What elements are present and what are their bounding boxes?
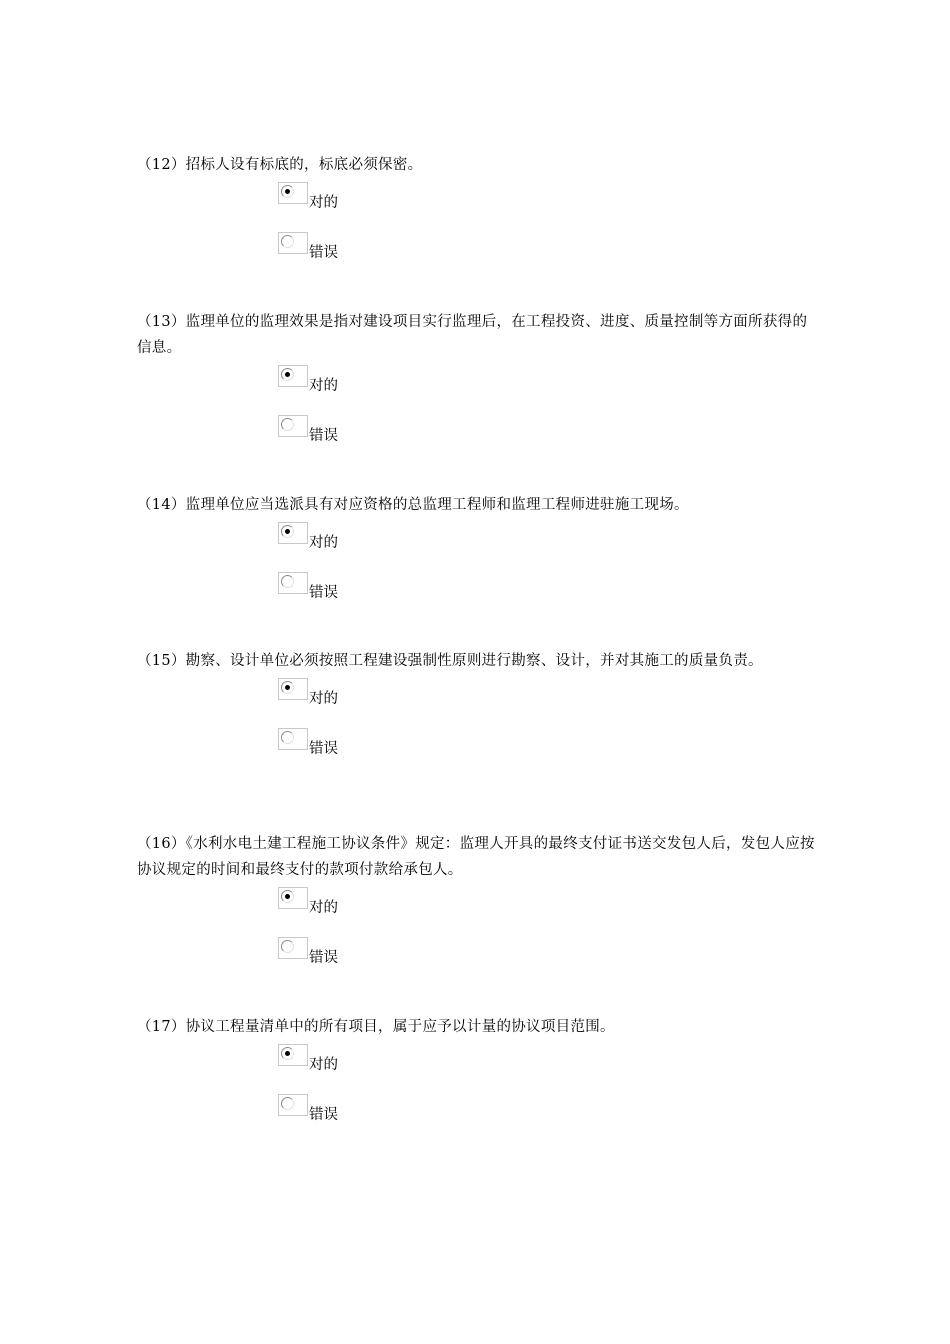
option-false[interactable] [278, 728, 817, 757]
answer-options [278, 678, 817, 757]
radio-button-true[interactable] [278, 1044, 308, 1066]
option-false[interactable] [278, 572, 817, 601]
radio-unchecked-icon [281, 418, 294, 431]
question-14 [137, 492, 817, 622]
radio-button-false[interactable] [278, 937, 308, 959]
answer-options [278, 522, 817, 601]
option-label: 对的 [309, 378, 338, 394]
option-false[interactable] [278, 415, 817, 444]
option-true[interactable] [278, 678, 817, 707]
option-label: 错误 [309, 585, 338, 601]
option-label: 错误 [309, 1107, 338, 1123]
option-true[interactable] [278, 1044, 817, 1073]
answer-options [278, 182, 817, 261]
question-15 [137, 648, 817, 778]
radio-button-true[interactable] [278, 182, 308, 204]
option-label: 错误 [309, 950, 338, 966]
answer-options [278, 365, 817, 444]
option-label: 错误 [309, 428, 338, 444]
option-true[interactable] [278, 365, 817, 394]
option-false[interactable] [278, 1094, 817, 1123]
question-text: （13）监理单位的监理效果是指对建设项目实行监理后，在工程投资、进度、质量控制等方面所获得的信息。 [137, 314, 808, 356]
radio-unchecked-icon [281, 575, 294, 588]
question-12 [137, 152, 817, 282]
option-label: 对的 [309, 900, 338, 916]
question-text: （14）监理单位应当选派具有对应资格的总监理工程师和监理工程师进驻施工现场。 [137, 497, 689, 513]
question-text: （15）勘察、设计单位必须按照工程建设强制性原则进行勘察、设计，并对其施工的质量负责。 [137, 653, 763, 669]
radio-unchecked-icon [281, 1097, 294, 1110]
option-true[interactable] [278, 522, 817, 551]
radio-unchecked-icon [281, 235, 294, 248]
answer-options [278, 1044, 817, 1123]
radio-checked-icon [281, 368, 294, 381]
radio-button-false[interactable] [278, 728, 308, 750]
question-text: （16）《水利水电土建工程施工协议条件》规定：监理人开具的最终支付证书送交发包人后，发包人应按协议规定的时间和最终支付的款项付款给承包人。 [137, 836, 815, 878]
radio-button-false[interactable] [278, 232, 308, 254]
option-label: 对的 [309, 535, 338, 551]
radio-checked-icon [281, 1047, 294, 1060]
radio-unchecked-icon [281, 731, 294, 744]
radio-unchecked-icon [281, 940, 294, 953]
question-13 [137, 309, 817, 465]
question-17 [137, 1014, 817, 1144]
radio-button-true[interactable] [278, 365, 308, 387]
radio-button-true[interactable] [278, 678, 308, 700]
radio-checked-icon [281, 525, 294, 538]
answer-options [278, 887, 817, 966]
question-16 [137, 831, 817, 987]
radio-button-false[interactable] [278, 415, 308, 437]
radio-button-false[interactable] [278, 572, 308, 594]
radio-checked-icon [281, 681, 294, 694]
radio-button-true[interactable] [278, 887, 308, 909]
question-text: （17）协议工程量清单中的所有项目，属于应予以计量的协议项目范围。 [137, 1019, 615, 1035]
option-label: 对的 [309, 1057, 338, 1073]
option-label: 错误 [309, 245, 338, 261]
option-label: 对的 [309, 691, 338, 707]
question-text: （12）招标人设有标底的，标底必须保密。 [137, 157, 423, 173]
option-false[interactable] [278, 937, 817, 966]
option-false[interactable] [278, 232, 817, 261]
radio-button-true[interactable] [278, 522, 308, 544]
radio-checked-icon [281, 185, 294, 198]
option-true[interactable] [278, 182, 817, 211]
option-label: 错误 [309, 741, 338, 757]
option-label: 对的 [309, 195, 338, 211]
radio-checked-icon [281, 890, 294, 903]
radio-button-false[interactable] [278, 1094, 308, 1116]
option-true[interactable] [278, 887, 817, 916]
